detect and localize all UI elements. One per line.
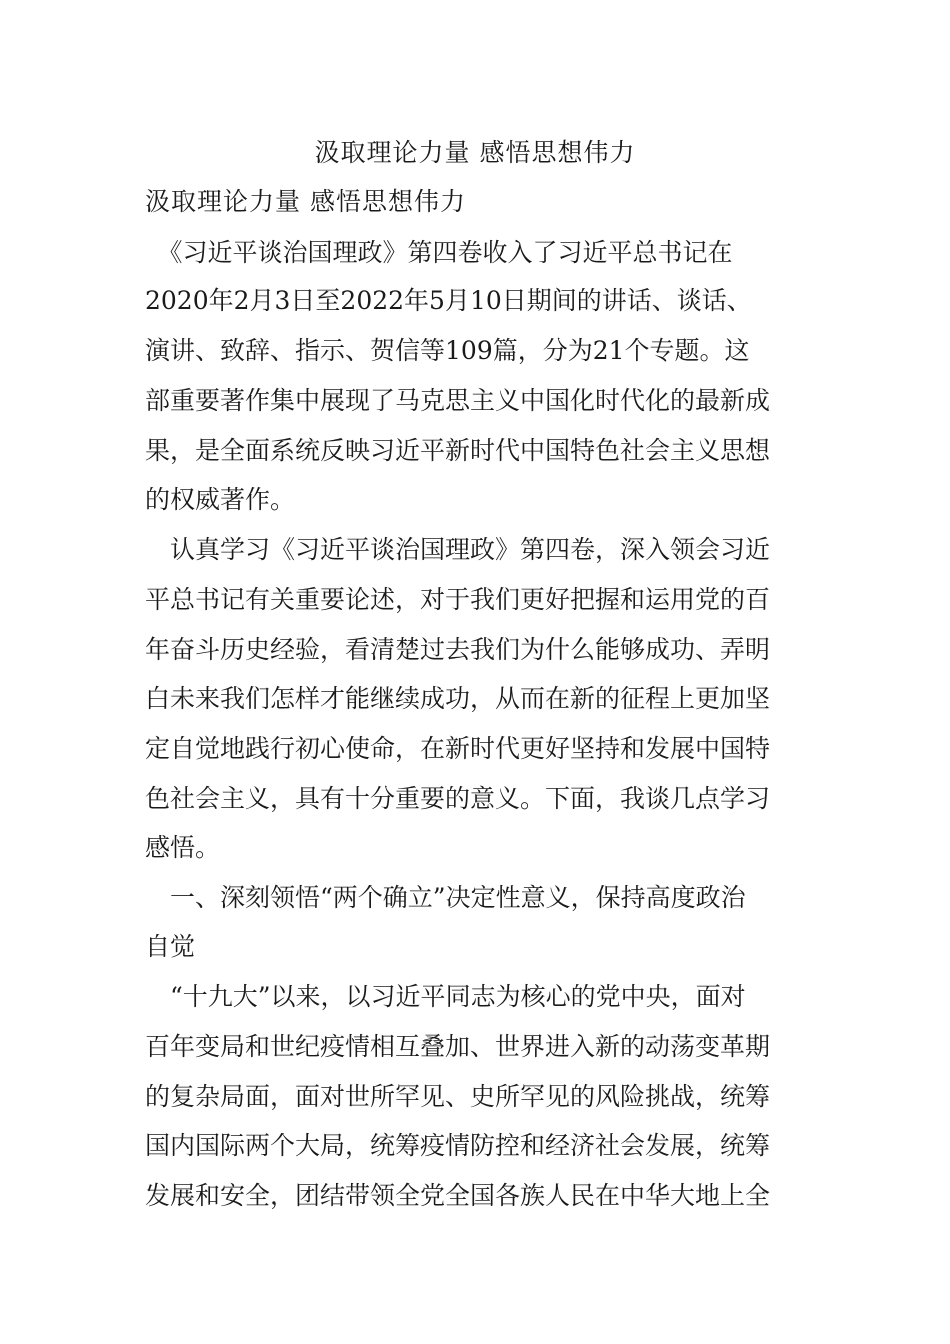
body-line: 果，是全面系统反映习近平新时代中国特色社会主义思想 [145, 436, 771, 465]
body-line: 认真学习《习近平谈治国理政》第四卷，深入领会习近 [145, 535, 771, 564]
body-line: 2020年2月3日至2022年5月10日期间的讲话、谈话、 [145, 286, 752, 315]
body-line: 《习近平谈治国理政》第四卷收入了习近平总书记在 [145, 238, 733, 267]
body-line: 发展和安全，团结带领全党全国各族人民在中华大地上全 [145, 1181, 771, 1210]
body-line: 的复杂局面，面对世所罕见、史所罕见的风险挑战，统筹 [145, 1082, 771, 1111]
body-line: 平总书记有关重要论述，对于我们更好把握和运用党的百 [145, 585, 771, 614]
body-line: 部重要著作集中展现了马克思主义中国化时代化的最新成 [145, 386, 771, 415]
body-line: 的权威著作。 [145, 485, 296, 514]
body-line: 年奋斗历史经验，看清楚过去我们为什么能够成功、弄明 [145, 635, 771, 664]
body-line: 色社会主义，具有十分重要的意义。下面，我谈几点学习 [145, 784, 771, 813]
section-heading-line: 一、深刻领悟“两个确立”决定性意义，保持高度政治 [145, 883, 746, 912]
body-line: 国内国际两个大局，统筹疫情防控和经济社会发展，统筹 [145, 1131, 771, 1160]
body-line: 定自觉地践行初心使命，在新时代更好坚持和发展中国特 [145, 734, 771, 763]
section-heading-line: 自觉 [145, 932, 196, 961]
document-subtitle: 汲取理论力量 感悟思想伟力 [145, 187, 466, 216]
body-line: 感悟。 [145, 833, 221, 862]
body-line: 百年变局和世纪疫情相互叠加、世界进入新的动荡变革期 [145, 1032, 771, 1061]
body-line: 白未来我们怎样才能继续成功，从而在新的征程上更加坚 [145, 684, 771, 713]
body-line: 演讲、致辞、指示、贺信等109篇，分为21个专题。这 [145, 336, 750, 365]
body-line: “十九大”以来，以习近平同志为核心的党中央，面对 [145, 982, 746, 1011]
document-title: 汲取理论力量 感悟思想伟力 [314, 138, 636, 167]
